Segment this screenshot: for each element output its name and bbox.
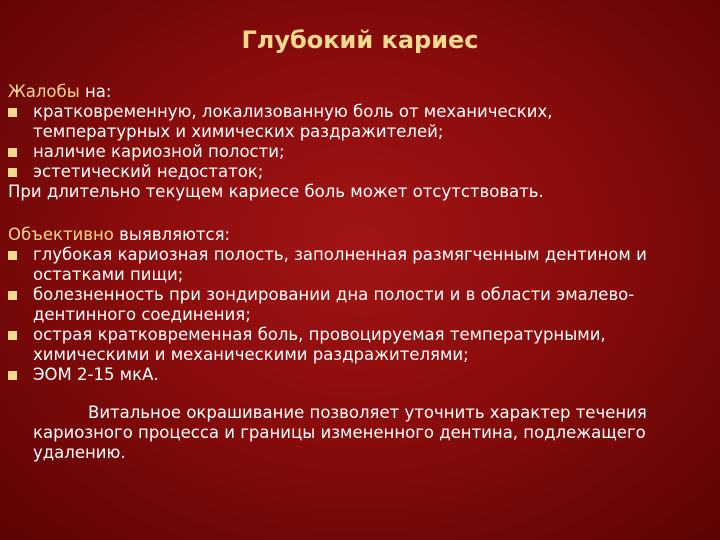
square-bullet-icon xyxy=(8,291,17,300)
objective-item-line: дентинного соединения; xyxy=(33,305,251,324)
vital-note-line: кариозного процесса и границы измененного дентина, подлежащего xyxy=(33,423,646,442)
objective-item-line: остатками пищи; xyxy=(33,265,184,284)
objective-item xyxy=(8,245,708,285)
objective-heading-word: Объективно xyxy=(8,225,114,244)
complaints-heading-rest: на: xyxy=(79,82,112,101)
complaint-item xyxy=(8,162,708,182)
slide-title-text: Глубокий кариес xyxy=(241,26,479,54)
square-bullet-icon xyxy=(8,371,17,380)
complaint-item xyxy=(8,142,708,162)
complaint-item-line: температурных и химических раздражителей; xyxy=(33,122,444,141)
objective-item-line: острая кратковременная боль, провоцируемая температурными, xyxy=(33,325,606,344)
complaints-heading xyxy=(8,82,708,102)
square-bullet-icon xyxy=(8,331,17,340)
slide-content xyxy=(8,82,708,463)
objective-item-line: химическими и механическими раздражителями; xyxy=(33,345,469,364)
objective-item-line: глубокая кариозная полость, заполненная размягченным дентином и xyxy=(33,245,647,264)
objective-heading xyxy=(8,225,708,245)
square-bullet-icon xyxy=(8,168,17,177)
objective-heading-rest: выявляются: xyxy=(113,225,231,244)
objective-item-line: болезненность при зондировании дна полости и в области эмалево- xyxy=(33,285,635,304)
complaint-item xyxy=(8,102,708,142)
vital-note-line: удалению. xyxy=(33,443,126,462)
complaints-note: При длительно текущем кариесе боль может отсутствовать. xyxy=(8,182,544,201)
section-spacer xyxy=(8,202,708,225)
objective-item xyxy=(8,365,708,385)
objective-item xyxy=(8,285,708,325)
slide-title xyxy=(0,26,720,54)
square-bullet-icon xyxy=(8,251,17,260)
complaints-heading-word: Жалобы xyxy=(8,82,80,101)
square-bullet-icon xyxy=(8,148,17,157)
vital-staining-note xyxy=(8,403,683,463)
objective-item-line: ЭОМ 2-15 мкА. xyxy=(33,365,159,384)
complaint-item-line: наличие кариозной полости; xyxy=(33,142,285,161)
objective-item xyxy=(8,325,708,365)
complaint-item-line: кратковременную, локализованную боль от механических, xyxy=(33,102,553,121)
complaint-item-line: эстетический недостаток; xyxy=(33,162,264,181)
square-bullet-icon xyxy=(8,108,17,117)
vital-note-line: Витальное окрашивание позволяет уточнить характер течения xyxy=(88,403,647,422)
